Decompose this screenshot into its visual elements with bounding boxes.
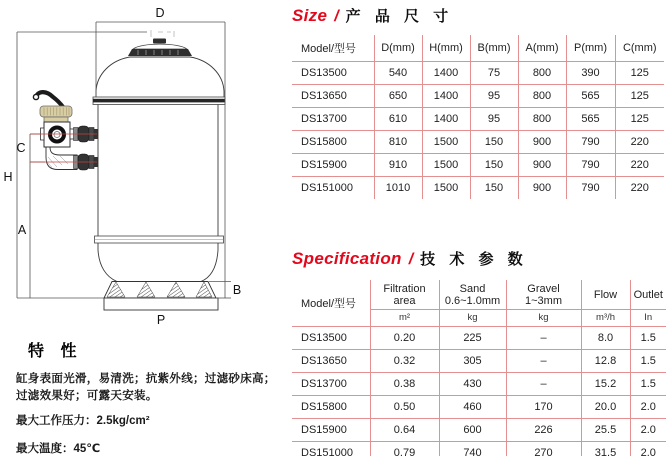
value-cell: 540 — [374, 62, 422, 85]
max-temperature-line: 最大温度：45℃ — [16, 442, 101, 455]
size-table-body — [292, 62, 664, 200]
valve-handle — [36, 92, 63, 107]
value-cell: 12.8 — [581, 350, 630, 373]
column-header: B(mm) — [470, 35, 518, 62]
column-header: H(mm) — [422, 35, 470, 62]
spec-table-body — [292, 327, 666, 456]
size-table — [292, 35, 664, 199]
table-row — [292, 62, 664, 85]
table-row — [292, 108, 664, 131]
model-cell: DS13650 — [292, 350, 370, 373]
column-header: C(mm) — [615, 35, 664, 62]
value-cell: 610 — [374, 108, 422, 131]
dimension-label-d: D — [155, 6, 165, 20]
value-cell: 8.0 — [581, 327, 630, 350]
multiport-valve — [33, 92, 77, 169]
value-cell: 31.5 — [581, 442, 630, 456]
value-cell: 220 — [630, 182, 649, 194]
unit-cell: m² — [370, 310, 439, 327]
spec-section-title — [292, 248, 668, 269]
model-cell: DS151000 — [292, 442, 370, 456]
value-cell: 226 — [506, 419, 581, 442]
model-cell: DS15900 — [292, 154, 374, 177]
value-cell: 0.38 — [370, 373, 439, 396]
right-column — [286, 0, 668, 456]
dimension-label-c: C — [16, 141, 26, 155]
value-cell: 170 — [506, 396, 581, 419]
header-line: 0.6~1.0mm — [444, 295, 501, 307]
header-line: Sand — [459, 283, 486, 295]
value-cell: 790 — [566, 131, 615, 154]
dimension-label-a: A — [17, 223, 27, 237]
table-row — [292, 131, 664, 154]
value-cell: 900 — [518, 177, 566, 200]
value-cell: 1500 — [422, 177, 470, 200]
features-section — [16, 334, 282, 456]
value-cell: 800 — [518, 85, 566, 108]
header-line: Outlet — [633, 289, 663, 301]
value-cell: 1500 — [422, 154, 470, 177]
tank-lid — [128, 30, 192, 56]
value-cell: 305 — [439, 350, 506, 373]
value-cell: 0.20 — [370, 327, 439, 350]
max-pressure-line: 最大工作压力：2.5kg/cm² — [16, 415, 150, 427]
value-cell: 430 — [439, 373, 506, 396]
table-row — [292, 350, 666, 373]
column-header: A(mm) — [518, 35, 566, 62]
model-cell: DS15900 — [292, 419, 370, 442]
table-row — [292, 396, 666, 419]
value-cell: 460 — [439, 396, 506, 419]
value-cell: 565 — [566, 108, 615, 131]
dimension-label-p: P — [156, 313, 166, 327]
model-cell: DS13500 — [292, 327, 370, 350]
spec-title-zh: 技 术 参 数 — [420, 251, 528, 268]
value-cell: 0.32 — [370, 350, 439, 373]
value-cell: 15.2 — [581, 373, 630, 396]
model-cell: DS13650 — [292, 85, 374, 108]
table-row — [292, 327, 666, 350]
value-cell: 150 — [470, 177, 518, 200]
header-line: Filtration — [383, 283, 426, 295]
size-title-slash: / — [334, 8, 339, 25]
value-cell: 600 — [439, 419, 506, 442]
value-cell: 150 — [470, 131, 518, 154]
spec-title-slash: / — [408, 251, 414, 268]
value-cell: – — [506, 373, 581, 396]
column-header — [439, 280, 506, 310]
size-table-header — [292, 35, 664, 62]
valve-cap — [40, 106, 72, 117]
base-plinth — [104, 298, 218, 310]
table-row — [292, 177, 664, 200]
value-cell: 220 — [615, 154, 664, 177]
value-cell: 740 — [439, 442, 506, 456]
value-cell: 910 — [374, 154, 422, 177]
header-line: Flow — [593, 289, 618, 301]
model-cell: DS13500 — [292, 62, 374, 85]
table-row — [292, 373, 666, 396]
top-clamp-band — [93, 99, 225, 103]
value-cell: 270 — [506, 442, 581, 456]
value-cell: 20.0 — [581, 396, 630, 419]
value-cell: 1.5 — [630, 373, 666, 396]
size-title-zh: 产 品 尺 寸 — [345, 8, 454, 25]
model-cell: DS151000 — [292, 177, 374, 200]
header-line: area — [393, 295, 416, 307]
column-header — [581, 280, 630, 310]
value-cell: 95 — [470, 108, 518, 131]
value-cell: 2.0 — [630, 396, 666, 419]
product-dimension-diagram — [0, 0, 280, 334]
value-cell: 800 — [518, 108, 566, 131]
value-cell: 2.0 — [640, 447, 656, 456]
spec-title-en: Specification — [292, 249, 402, 268]
value-cell: 1400 — [422, 85, 470, 108]
value-cell: – — [506, 327, 581, 350]
value-cell: 220 — [615, 131, 664, 154]
value-cell: 565 — [566, 85, 615, 108]
valve-port — [50, 128, 64, 142]
unit-cell: In — [630, 310, 666, 327]
value-cell: 1010 — [374, 177, 422, 200]
spec-table-header — [292, 280, 666, 327]
value-cell: 790 — [566, 154, 615, 177]
value-cell: – — [506, 350, 581, 373]
value-cell: 125 — [615, 85, 664, 108]
value-cell: 800 — [518, 62, 566, 85]
column-header: P(mm) — [566, 35, 615, 62]
table-row — [292, 442, 666, 456]
value-cell: 900 — [518, 154, 566, 177]
value-cell: 390 — [566, 62, 615, 85]
column-header: Model/型号 — [292, 280, 370, 327]
value-cell: 2.0 — [630, 419, 666, 442]
model-cell: DS13700 — [292, 373, 370, 396]
model-cell: DS15800 — [292, 131, 374, 154]
column-header: Model/型号 — [292, 35, 374, 62]
tank-outline — [93, 30, 225, 282]
table-row — [292, 419, 666, 442]
value-cell: 0.79 — [370, 442, 439, 456]
value-cell: 0.50 — [370, 396, 439, 419]
value-cell: 225 — [439, 327, 506, 350]
header-line: Gravel — [527, 283, 560, 295]
features-desc-line1: 缸身表面光滑，易清洗；抗紫外线；过滤砂床高； — [16, 373, 276, 385]
value-cell: 1400 — [422, 62, 470, 85]
unit-cell: m³/h — [581, 310, 630, 327]
header-line: 1~3mm — [525, 295, 562, 307]
value-cell: 1400 — [422, 108, 470, 131]
value-cell: 790 — [566, 177, 615, 200]
value-cell: 150 — [470, 154, 518, 177]
base-stand — [104, 282, 218, 311]
spec-table — [292, 280, 666, 456]
value-cell: 25.5 — [581, 419, 630, 442]
size-section-title — [292, 5, 668, 26]
column-header: D(mm) — [374, 35, 422, 62]
value-cell: 95 — [470, 85, 518, 108]
value-cell: 0.64 — [370, 419, 439, 442]
value-cell: 650 — [374, 85, 422, 108]
value-cell: 810 — [374, 131, 422, 154]
value-cell: 1500 — [422, 131, 470, 154]
column-header — [630, 280, 666, 310]
dimension-label-h: H — [3, 170, 13, 184]
column-header — [506, 280, 581, 310]
features-desc-line2: 过滤效果好；可露天安装。 — [16, 390, 158, 402]
unit-cell: kg — [439, 310, 506, 327]
value-cell: 125 — [615, 62, 664, 85]
value-cell: 125 — [615, 108, 664, 131]
value-cell: 75 — [470, 62, 518, 85]
features-heading: 特 性 — [28, 343, 83, 360]
unit-cell: kg — [506, 310, 581, 327]
model-cell: DS15800 — [292, 396, 370, 419]
size-title-en: Size — [292, 6, 328, 25]
table-row — [292, 85, 664, 108]
dimension-label-b: B — [232, 283, 242, 297]
table-row — [292, 154, 664, 177]
model-cell: DS13700 — [292, 108, 374, 131]
value-cell: 1.5 — [630, 350, 666, 373]
value-cell: 1.5 — [630, 327, 666, 350]
value-cell: 900 — [518, 131, 566, 154]
column-header — [370, 280, 439, 310]
